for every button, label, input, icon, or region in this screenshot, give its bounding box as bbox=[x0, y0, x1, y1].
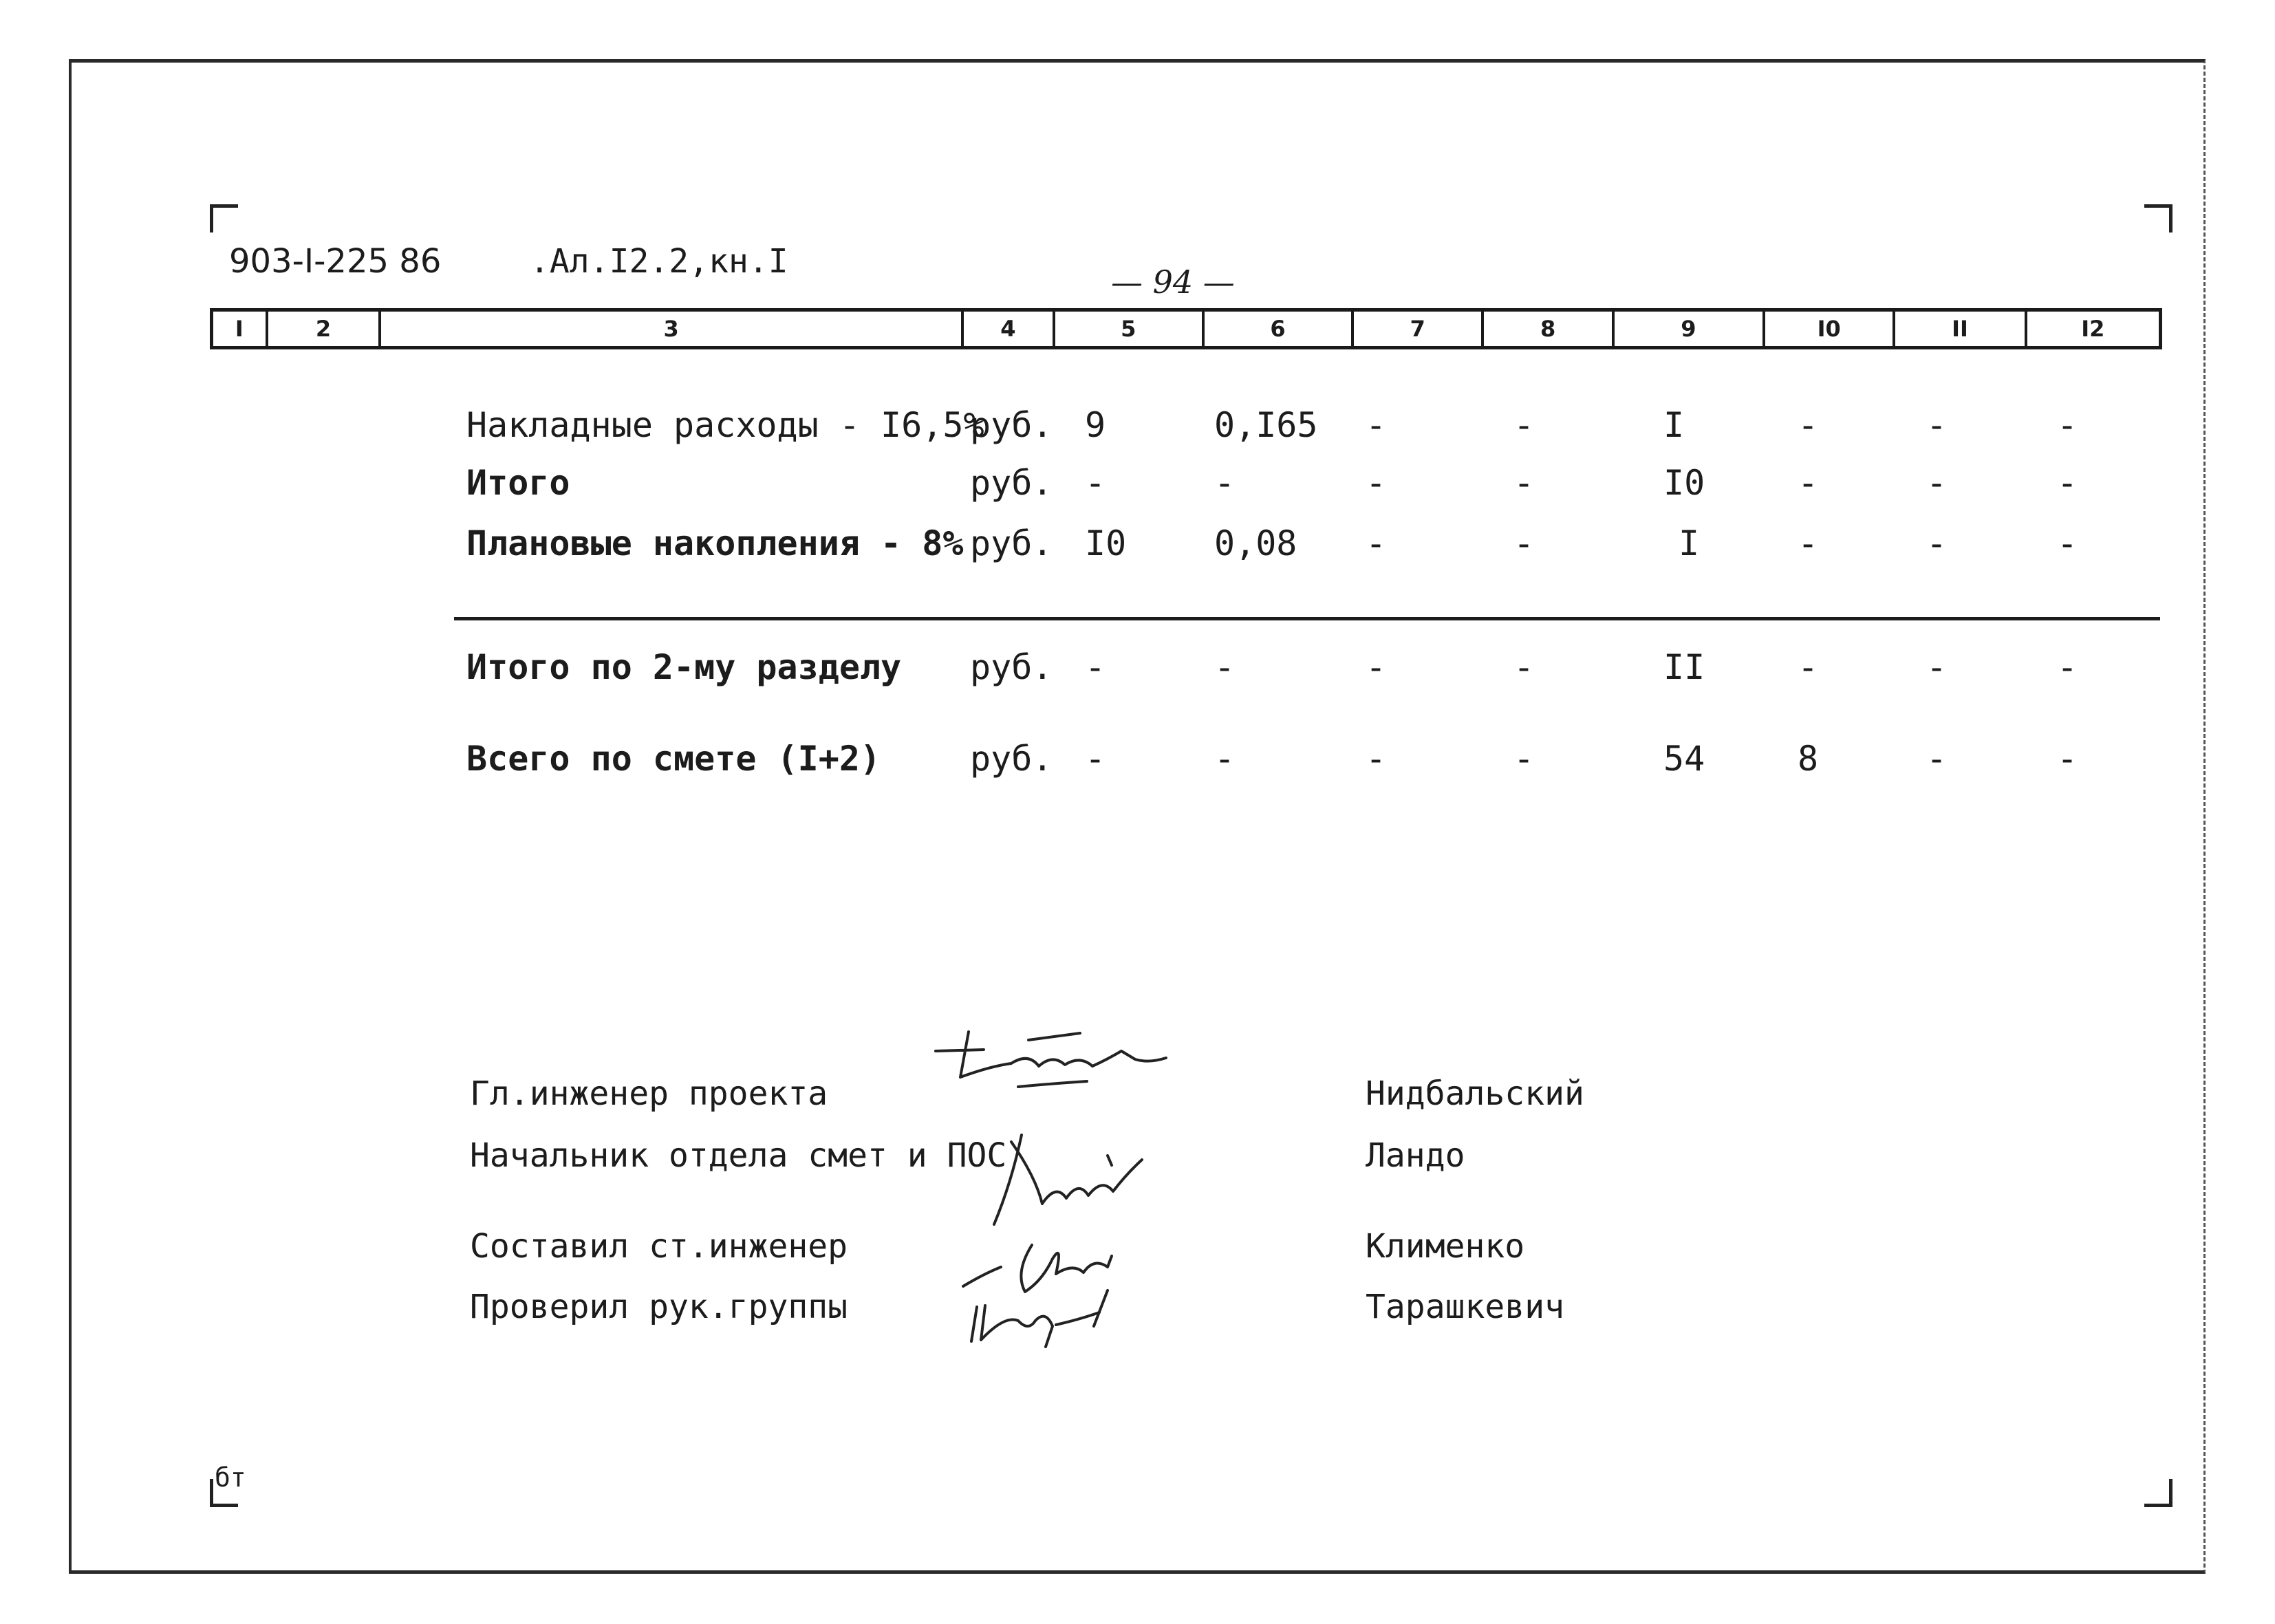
signer-role: Начальник отдела смет и ПОС bbox=[470, 1136, 1007, 1175]
cell-col11: - bbox=[1926, 523, 1948, 563]
cell-col10: - bbox=[1798, 647, 1819, 687]
column-number: 6 bbox=[1205, 312, 1354, 346]
table-row bbox=[0, 462, 2275, 510]
cell-col10: - bbox=[1798, 405, 1819, 445]
handwritten-signatures bbox=[908, 1018, 1321, 1348]
cell-col10: - bbox=[1798, 523, 1819, 563]
cell-col5: - bbox=[1085, 739, 1106, 779]
section-divider bbox=[454, 617, 2160, 620]
column-number: 5 bbox=[1055, 312, 1205, 346]
cell-col12: - bbox=[2057, 739, 2078, 779]
signer-name: Ландо bbox=[1366, 1136, 1465, 1175]
column-number: 2 bbox=[268, 312, 381, 346]
column-number: 4 bbox=[964, 312, 1055, 346]
row-unit: руб. bbox=[970, 647, 1053, 687]
column-number-header bbox=[210, 308, 2162, 349]
document-code: 903-I-225 86 bbox=[229, 242, 442, 281]
cell-col5: I0 bbox=[1085, 523, 1127, 563]
cell-col7: - bbox=[1366, 405, 1387, 445]
cell-col12: - bbox=[2057, 405, 2078, 445]
cell-col10: - bbox=[1798, 463, 1819, 503]
cell-col6: - bbox=[1214, 463, 1236, 503]
cell-col11: - bbox=[1926, 739, 1948, 779]
signer-name: Клименко bbox=[1366, 1227, 1525, 1266]
document-reference: .Ал.I2.2,кн.I bbox=[530, 242, 788, 281]
column-number: 9 bbox=[1615, 312, 1765, 346]
cell-col11: - bbox=[1926, 463, 1948, 503]
cell-col8: - bbox=[1513, 739, 1535, 779]
cell-col7: - bbox=[1366, 523, 1387, 563]
cell-col12: - bbox=[2057, 647, 2078, 687]
cell-col9: II bbox=[1663, 647, 1705, 687]
sheet-stamp: бт bbox=[215, 1462, 246, 1493]
signer-role: Гл.инженер проекта bbox=[470, 1074, 828, 1113]
cell-col9: I bbox=[1679, 523, 1700, 563]
cell-col6: 0,08 bbox=[1214, 523, 1297, 563]
table-row bbox=[0, 523, 2275, 571]
signer-name: Нидбальский bbox=[1366, 1074, 1584, 1113]
cell-col9: I bbox=[1663, 405, 1685, 445]
table-row bbox=[0, 738, 2275, 786]
cell-col8: - bbox=[1513, 647, 1535, 687]
signature-dept-head bbox=[994, 1135, 1142, 1224]
cell-col5: - bbox=[1085, 463, 1106, 503]
page-number: — 94 — bbox=[1111, 263, 1235, 301]
column-number: 8 bbox=[1484, 312, 1614, 346]
cell-col5: - bbox=[1085, 647, 1106, 687]
cell-col7: - bbox=[1366, 463, 1387, 503]
cell-col11: - bbox=[1926, 405, 1948, 445]
signature-compiler bbox=[963, 1245, 1112, 1292]
row-name: Накладные расходы - I6,5% bbox=[466, 405, 984, 445]
cell-col6: - bbox=[1214, 647, 1236, 687]
row-unit: руб. bbox=[970, 523, 1053, 563]
column-number: I0 bbox=[1765, 312, 1895, 346]
cell-col6: 0,I65 bbox=[1214, 405, 1318, 445]
table-row bbox=[0, 404, 2275, 453]
cell-col8: - bbox=[1513, 463, 1535, 503]
signature-reviewer bbox=[971, 1290, 1108, 1347]
signer-role: Проверил рук.группы bbox=[470, 1288, 848, 1326]
column-number: I2 bbox=[2081, 316, 2105, 342]
signer-role: Составил ст.инженер bbox=[470, 1227, 848, 1266]
column-number: 7 bbox=[1354, 312, 1484, 346]
cell-col9: 54 bbox=[1663, 739, 1705, 779]
cell-col12: - bbox=[2057, 523, 2078, 563]
cell-col10: 8 bbox=[1798, 739, 1819, 779]
cell-col5: 9 bbox=[1085, 405, 1106, 445]
row-name: Итого по 2-му разделу bbox=[466, 647, 902, 687]
row-unit: руб. bbox=[970, 405, 1053, 445]
row-name: Итого bbox=[466, 463, 570, 503]
row-name: Плановые накопления - 8% bbox=[466, 523, 964, 563]
cell-col7: - bbox=[1366, 739, 1387, 779]
cell-col8: - bbox=[1513, 405, 1535, 445]
row-unit: руб. bbox=[970, 463, 1053, 503]
column-number: I bbox=[213, 312, 268, 346]
cell-col7: - bbox=[1366, 647, 1387, 687]
row-name: Всего по смете (I+2) bbox=[466, 739, 881, 779]
column-number: 3 bbox=[381, 312, 964, 346]
cell-col6: - bbox=[1214, 739, 1236, 779]
cell-col9: I0 bbox=[1663, 463, 1705, 503]
column-number: II bbox=[1895, 312, 2027, 346]
cell-col12: - bbox=[2057, 463, 2078, 503]
signer-name: Тарашкевич bbox=[1366, 1288, 1564, 1326]
cell-col8: - bbox=[1513, 523, 1535, 563]
corner-mark bbox=[2144, 1479, 2172, 1507]
row-unit: руб. bbox=[970, 739, 1053, 779]
table-row bbox=[0, 647, 2275, 695]
corner-mark bbox=[2144, 204, 2172, 232]
cell-col11: - bbox=[1926, 647, 1948, 687]
signature-chief-engineer bbox=[936, 1032, 1166, 1087]
corner-mark bbox=[210, 204, 238, 232]
